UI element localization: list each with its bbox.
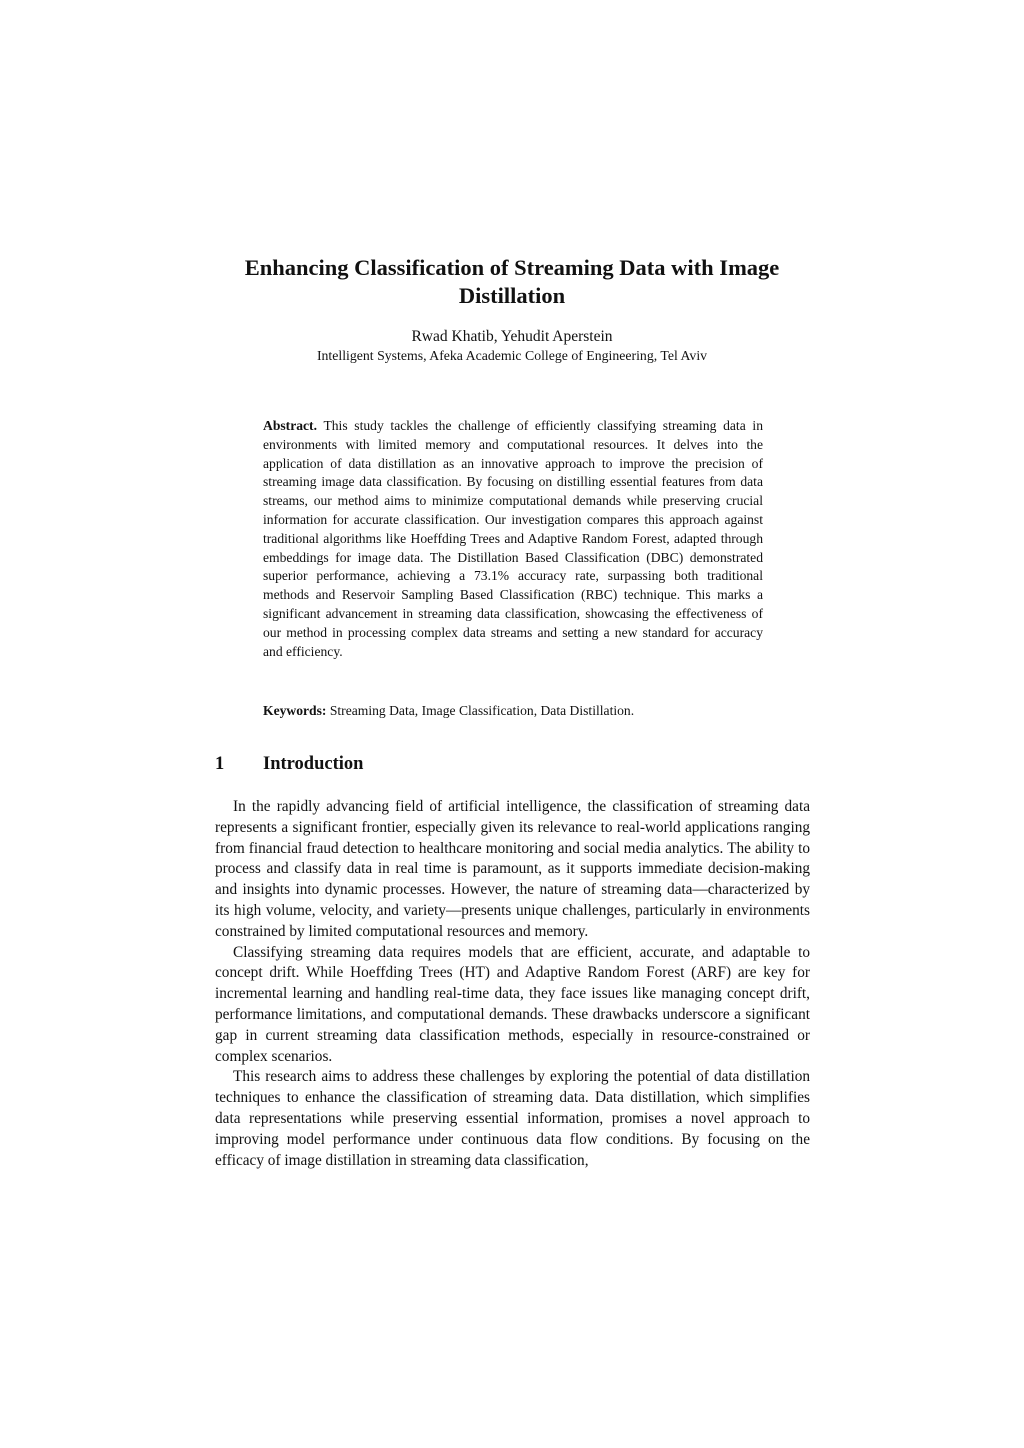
introduction-body bbox=[215, 797, 810, 1171]
paragraph: This research aims to address these challenges by exploring the potential of data distillation techniques to enhance the classification of streaming data. Data distillation, which simplifies data representations while preserving essential information, promises a novel approach to improving model performance under continuous data flow conditions. By focusing on the efficacy of image distillation in streaming data classification, bbox=[215, 1068, 810, 1169]
section-heading bbox=[215, 752, 815, 776]
paragraph: In the rapidly advancing field of artificial intelligence, the classification of streaming data represents a significant frontier, especially given its relevance to real-world applications ranging from financial fraud detection to healthcare monitoring and social media analytics. The ability to process and classify data in real time is paramount, as it supports immediate decision-making and insights into dynamic processes. However, the nature of streaming data—characterized by its high volume, velocity, and variety—presents unique challenges, particularly in environments constrained by limited computational resources and memory. bbox=[215, 798, 810, 940]
paragraph: Classifying streaming data requires models that are efficient, accurate, and adaptable to concept drift. While Hoeffding Trees (HT) and Adaptive Random Forest (ARF) are key for incremental learning and handling real-time data, they face issues like managing concept drift, performance limitations, and computational demands. These drawbacks underscore a significant gap in current streaming data classification methods, especially in resource-constrained or complex scenarios. bbox=[215, 943, 810, 1065]
keywords-label: Keywords: bbox=[263, 703, 327, 718]
paper-authors: Rwad Khatib, Yehudit Aperstein bbox=[411, 328, 613, 345]
section-title: Introduction bbox=[263, 754, 364, 774]
section-number: 1 bbox=[215, 754, 225, 774]
abstract-label: Abstract. bbox=[263, 418, 317, 433]
keywords-block bbox=[263, 702, 763, 721]
abstract-text: This study tackles the challenge of efficiently classifying streaming data in environments with limited memory and computational resources. It delves into the application of data distillation as an innovative approach to improve the precision of streaming image data classification. By focusing on distilling essential features from data streams, our method aims to minimize computational demands while preserving crucial information for accurate classification. Our investigation compares this approach against traditional algorithms like Hoeffding Trees and Adaptive Random Forest, adapted through embeddings for image data. The Distillation Based Classification (DBC) demonstrated superior performance, achieving a 73.1% accuracy rate, surpassing both traditional methods and Reservoir Sampling Based Classification (RBC) technique. This marks a significant advancement in streaming data classification, showcasing the effectiveness of our method in processing complex data streams and setting a new standard for accuracy and efficiency. bbox=[263, 418, 764, 659]
abstract-block bbox=[263, 417, 763, 661]
paper-title: Enhancing Classification of Streaming Data with Image Distillation bbox=[244, 255, 780, 308]
paper-affiliation: Intelligent Systems, Afeka Academic College of Engineering, Tel Aviv bbox=[316, 348, 708, 363]
keywords-text: Streaming Data, Image Classification, Data Distillation. bbox=[329, 703, 635, 718]
